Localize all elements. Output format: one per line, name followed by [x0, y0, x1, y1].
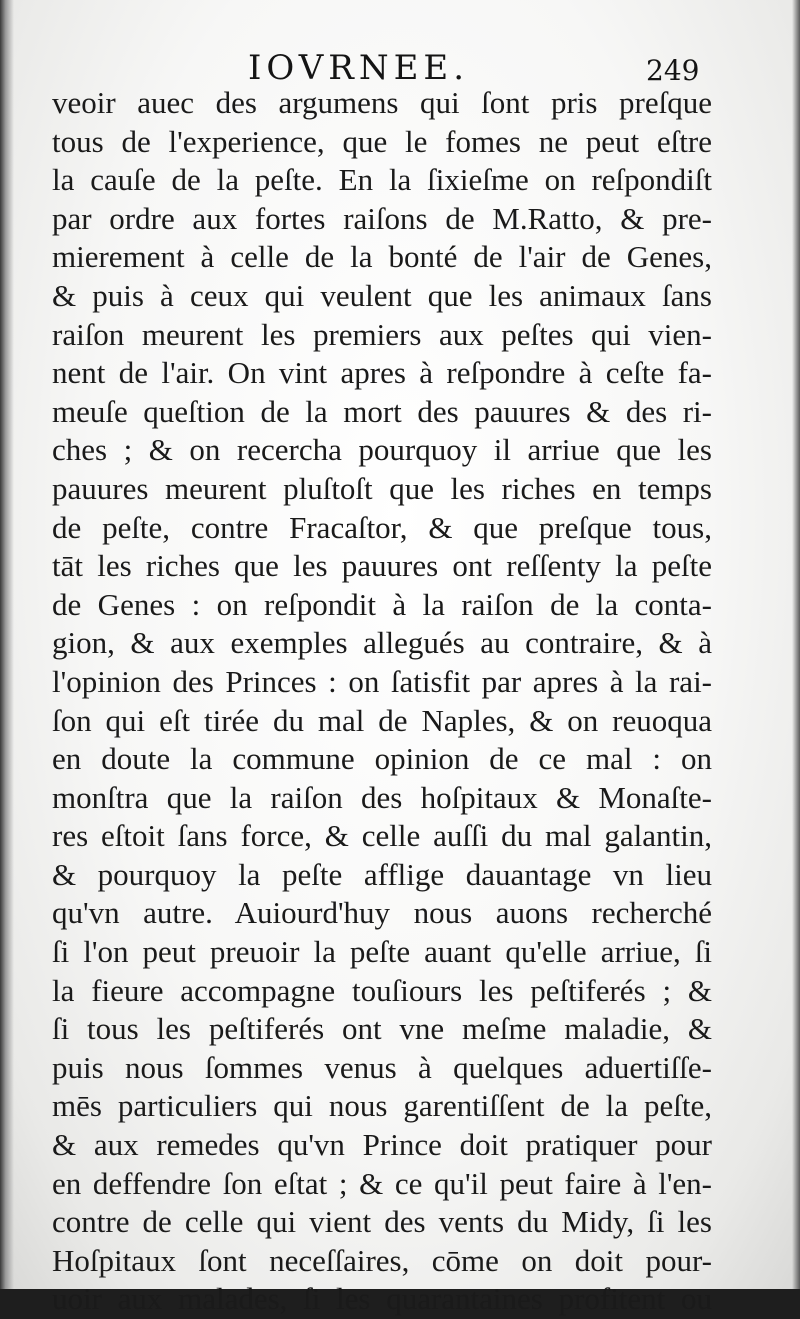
text-line: & puis à ceux qui veulent que les animaux ſans [52, 277, 712, 313]
text-line: veoir auec des argumens qui ſont pris preſque [52, 85, 712, 120]
text-line: contre de celle qui vient des vents du Midy, ſi les [52, 1204, 712, 1240]
text-line: gion, & aux exemples allegués au contraire, & à [52, 625, 712, 661]
page-edge-shadow [792, 0, 800, 1289]
text-line: l'opinion des Princes : on ſatisfit par apres à la rai- [52, 663, 712, 699]
text-line: ſi tous les peſtiferés ont vne meſme maladie, & [52, 1011, 712, 1047]
text-line: en doute la commune opinion de ce mal : on [52, 741, 712, 777]
text-line: la fieure accompagne touſiours les peſtiferés ; & [52, 972, 712, 1008]
text-line: mēs particuliers qui nous garentiſſent de la peſte, [52, 1088, 712, 1124]
running-head [0, 44, 800, 88]
text-line: monſtra que la raiſon des hoſpitaux & Monaſte- [52, 779, 712, 815]
text-line: meuſe queſtion de la mort des pauures & des ri- [52, 393, 712, 429]
text-line: uoir aux malades, ſi les quarantaines profitent ou [52, 1281, 712, 1317]
text-line: pauures meurent pluſtoſt que les riches en temps [52, 470, 712, 506]
text-line: tāt les riches que les pauures ont reſſenty la peſte [52, 548, 712, 584]
text-line: raiſon meurent les premiers aux peſtes qui vien- [52, 316, 712, 352]
binding-shadow [0, 0, 14, 1289]
running-title: IOVRNEE. [248, 48, 470, 88]
text-line: & aux remedes qu'vn Prince doit pratiquer pour [52, 1127, 712, 1163]
text-line: qu'vn autre. Auiourd'huy nous auons recherché [52, 895, 712, 931]
text-line: res eſtoit ſans force, & celle auſſi du mal galantin, [52, 818, 712, 854]
text-line: Hoſpitaux ſont neceſſaires, cōme on doit pour- [52, 1242, 712, 1278]
text-line: nent de l'air. On vint apres à reſpondre à ceſte fa- [52, 355, 712, 391]
text-line: ſi l'on peut preuoir la peſte auant qu'elle arriue, ſi [52, 934, 712, 970]
text-line: par ordre aux fortes raiſons de M.Ratto, & pre- [52, 200, 712, 236]
text-line: puis nous ſommes venus à quelques aduertiſſe- [52, 1049, 712, 1085]
text-line: de peſte, contre Fracaſtor, & que preſque tous, [52, 509, 712, 545]
text-line: mierement à celle de la bonté de l'air de Genes, [52, 239, 712, 275]
text-line: de Genes : on reſpondit à la raiſon de la conta- [52, 586, 712, 622]
text-line: ſon qui eſt tirée du mal de Naples, & on reuoqua [52, 702, 712, 738]
body-text [52, 84, 712, 1319]
text-line: tous de l'experience, que le fomes ne peut eſtre [52, 123, 712, 159]
text-line: la cauſe de la peſte. En la ſixieſme on reſpondiſt [52, 162, 712, 198]
text-line: & pourquoy la peſte afflige dauantage vn lieu [52, 856, 712, 892]
text-line: ches ; & on recercha pourquoy il arriue que les [52, 432, 712, 468]
text-line: en deffendre ſon eſtat ; & ce qu'il peut faire à l'en- [52, 1165, 712, 1201]
page-number: 249 [646, 54, 700, 87]
